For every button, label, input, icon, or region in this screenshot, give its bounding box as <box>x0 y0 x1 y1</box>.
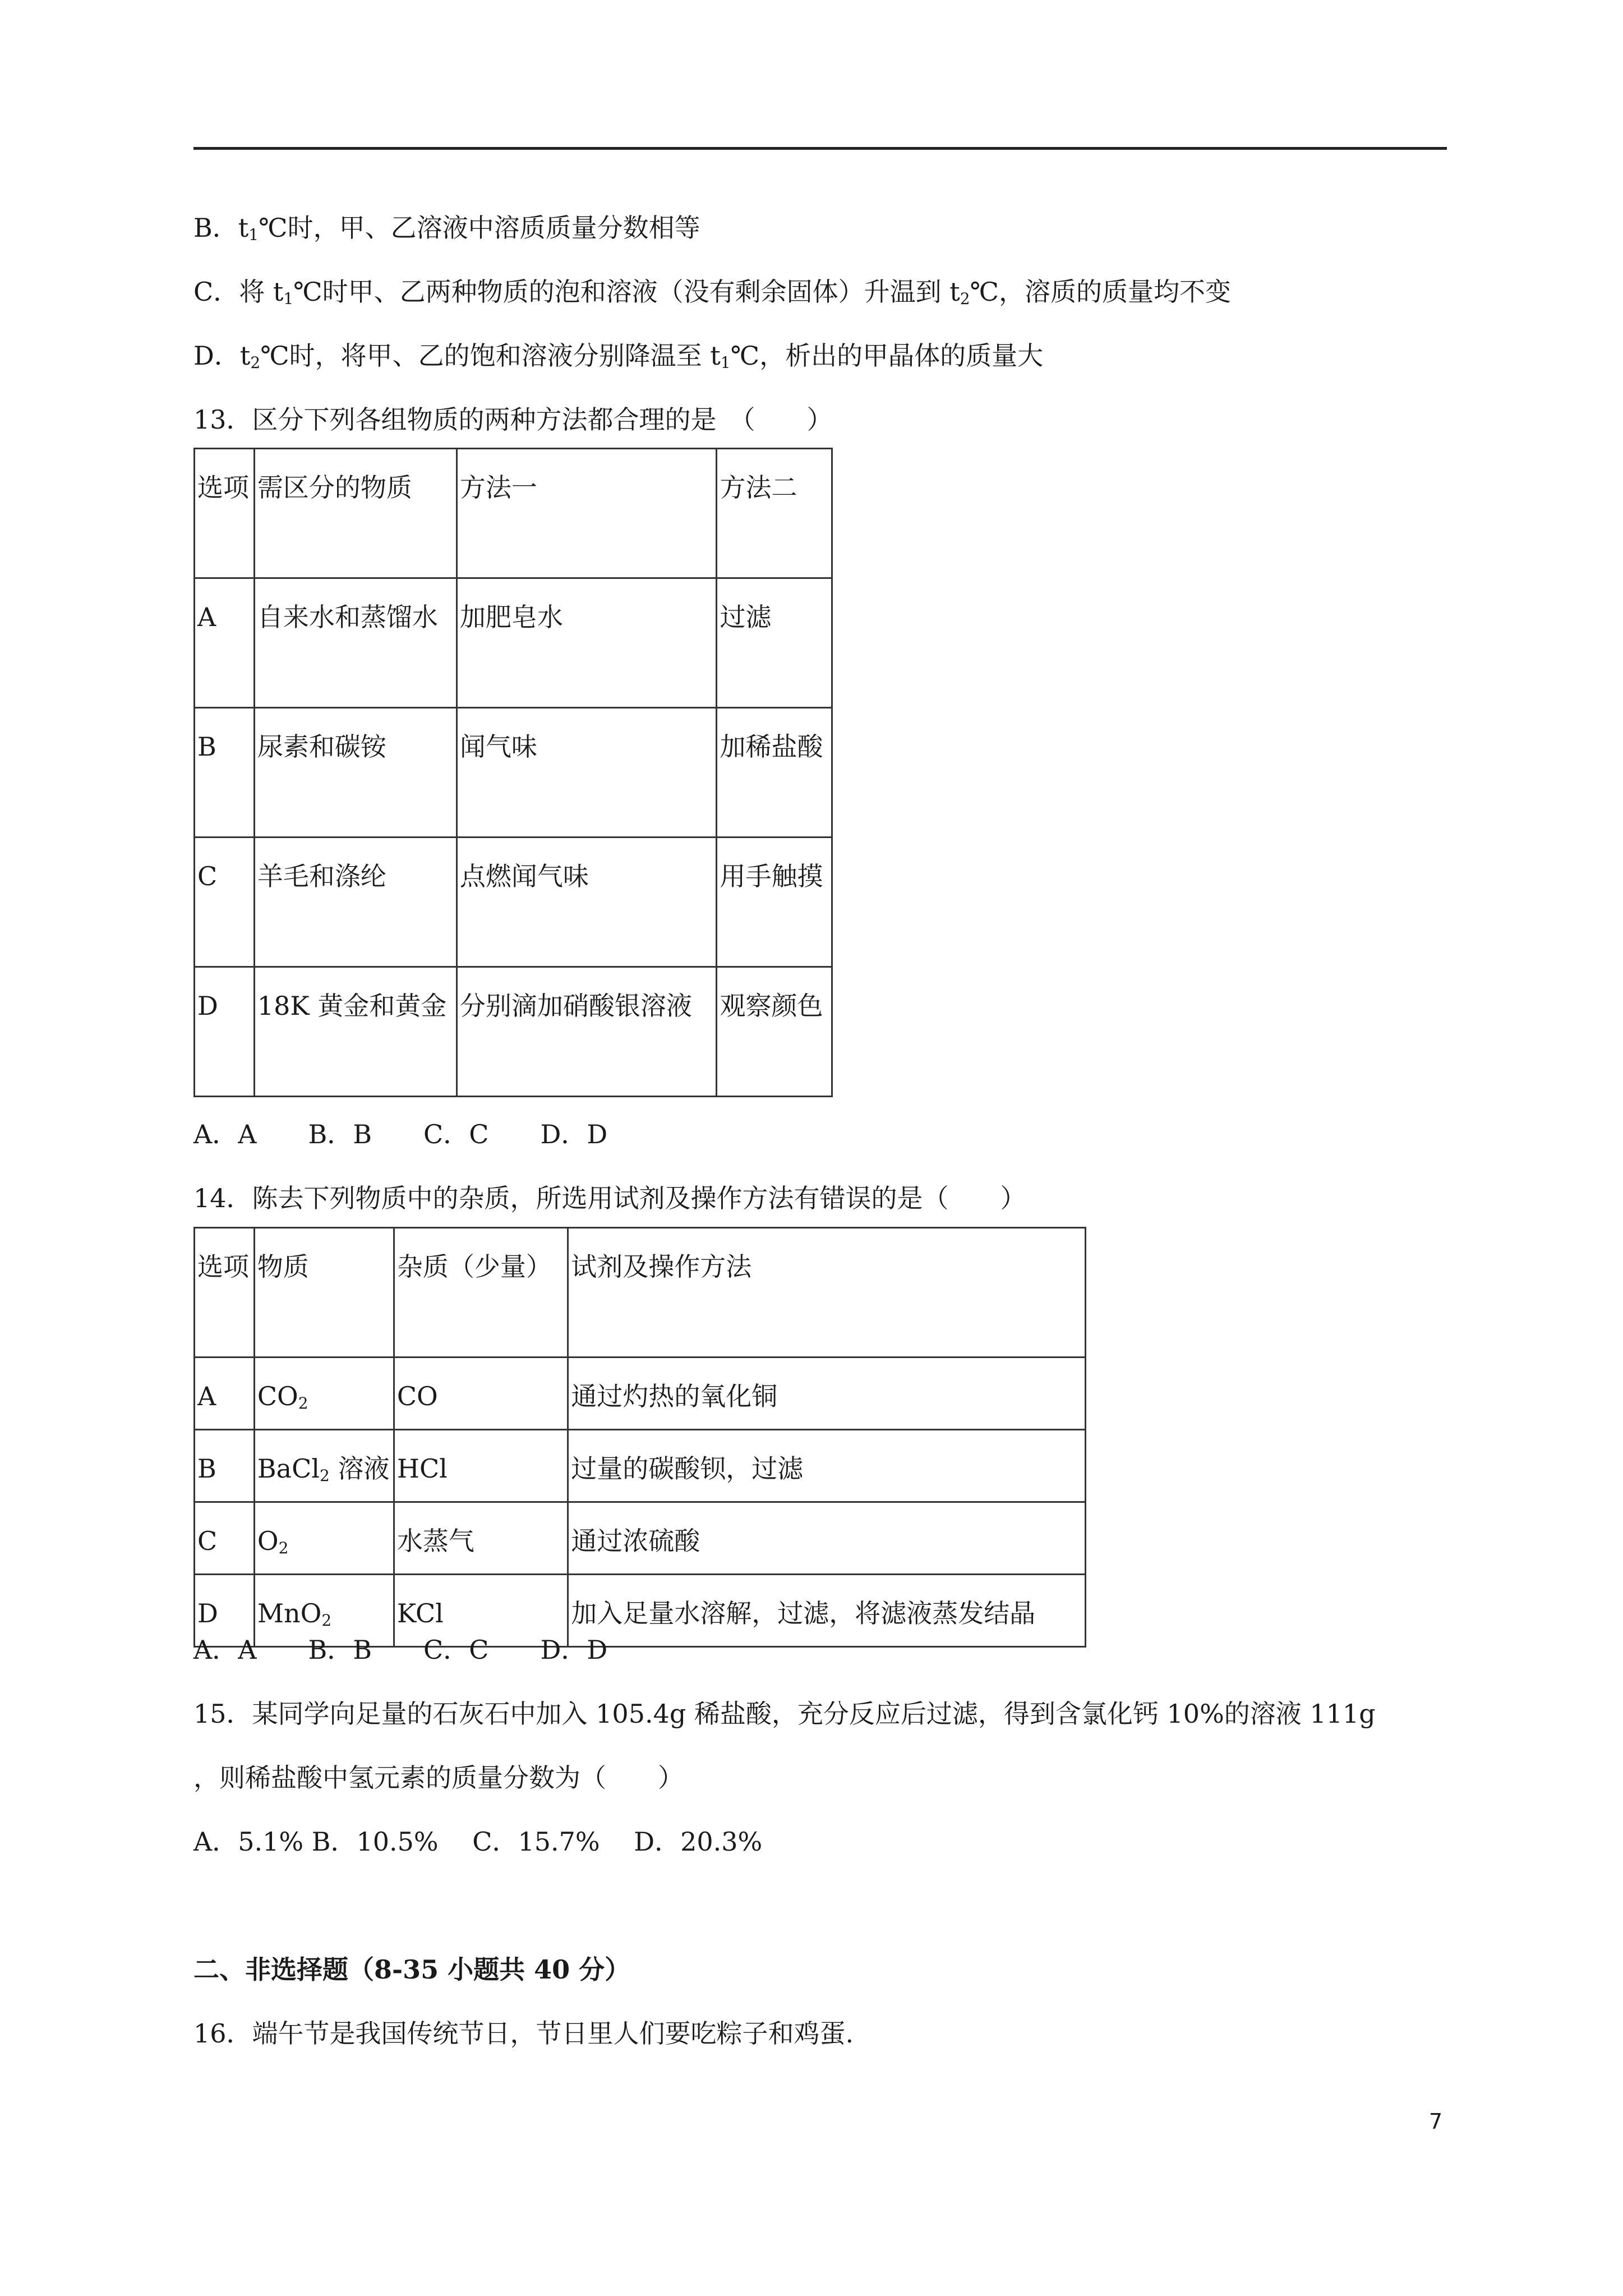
table-cell: KCl <box>394 1575 568 1647</box>
table-cell: MnO$_2$ <box>254 1575 394 1647</box>
q15-answer-choices: A．5.1% B．10.5% C．15.7% D．20.3% <box>193 1826 763 1857</box>
table-cell: 加肥皂水 <box>457 578 717 708</box>
header-cell: 杂质（少量） <box>394 1228 568 1358</box>
q16-stem: 16．端午节是我国传统节日，节日里人们要吃粽子和鸡蛋. <box>193 2018 854 2049</box>
table-cell: BaCl$_2$ 溶液 <box>254 1430 394 1502</box>
q14-stem: 14．陈去下列物质中的杂质，所选用试剂及操作方法有错误的是（ ） <box>193 1183 1026 1213</box>
table-cell: 过滤 <box>717 578 832 708</box>
table-row <box>195 1358 1086 1430</box>
table-row <box>195 838 832 967</box>
table-row <box>195 967 832 1097</box>
table-cell: D <box>195 967 255 1097</box>
table-cell: $CO_2$ <box>254 1358 394 1430</box>
table-cell: 加入足量水溶解，过滤，将滤液蒸发结晶 <box>568 1575 1086 1647</box>
header-cell: 方法二 <box>717 449 832 578</box>
header-cell: 需区分的物质 <box>254 449 457 578</box>
table-cell: 过量的碳酸钡，过滤 <box>568 1430 1086 1502</box>
table-cell: 自来水和蒸馏水 <box>254 578 457 708</box>
table-cell: 闻气味 <box>457 708 717 838</box>
table-cell: C <box>195 838 255 967</box>
q12-option-d: D．$t_2℃$时，将甲、乙的饱和溶液分别降温至 $t_1℃$，析出的甲晶体的质量大 <box>193 341 1044 372</box>
q14-answer-choices: A．A B．B C．C D．D <box>193 1635 608 1665</box>
header-cell: 方法一 <box>457 449 717 578</box>
table-cell: D <box>195 1575 255 1647</box>
q13-table <box>193 448 833 1097</box>
header-cell: 物质 <box>254 1228 394 1358</box>
table-cell: 加稀盐酸 <box>717 708 832 838</box>
table-cell: A <box>195 578 255 708</box>
table-cell: B <box>195 1430 255 1502</box>
table-cell: 用手触摸 <box>717 838 832 967</box>
table-row <box>195 708 832 838</box>
header-cell: 选项 <box>195 1228 255 1358</box>
q13-stem: 13．区分下列各组物质的两种方法都合理的是 （ ） <box>193 404 833 435</box>
table-cell: A <box>195 1358 255 1430</box>
table-header-row <box>195 1228 1086 1358</box>
table-cell: HCl <box>394 1430 568 1502</box>
table-cell: $O_2$ <box>254 1502 394 1575</box>
table-cell: 尿素和碳铵 <box>254 708 457 838</box>
table-cell: 观察颜色 <box>717 967 832 1097</box>
table-cell: C <box>195 1502 255 1575</box>
table-cell: 点燃闻气味 <box>457 838 717 967</box>
table-cell: 羊毛和涤纶 <box>254 838 457 967</box>
table-cell: 分别滴加硝酸银溶液 <box>457 967 717 1097</box>
header-cell: 选项 <box>195 449 255 578</box>
table-cell: 通过灼热的氧化铜 <box>568 1358 1086 1430</box>
table-cell: CO <box>394 1358 568 1430</box>
table-row <box>195 1502 1086 1575</box>
q14-table <box>193 1227 1086 1648</box>
page-number: 7 <box>1429 2109 1443 2134</box>
table-row <box>195 1430 1086 1502</box>
header-rule <box>193 147 1447 150</box>
table-cell: B <box>195 708 255 838</box>
table-header-row <box>195 449 832 578</box>
table-row <box>195 578 832 708</box>
table-cell: 水蒸气 <box>394 1502 568 1575</box>
q13-answer-choices: A．A B．B C．C D．D <box>193 1119 608 1149</box>
q12-option-b: B．$t_1℃$时，甲、乙溶液中溶质质量分数相等 <box>193 213 700 244</box>
section-heading: 二、非选择题（8-35 小题共 40 分） <box>193 1954 631 1985</box>
header-cell: 试剂及操作方法 <box>568 1228 1086 1358</box>
table-cell: 18K 黄金和黄金 <box>254 967 457 1097</box>
q12-option-c: C．将 $t_1℃$时甲、乙两种物质的泡和溶液（没有剩余固体）升温到 $t_2℃$，溶质的质量均不变 <box>193 277 1232 308</box>
q15-stem-line1: 15．某同学向足量的石灰石中加入 105.4g 稀盐酸，充分反应后过滤，得到含氯化钙 10%的溶液 111g <box>193 1699 1376 1729</box>
table-cell: 通过浓硫酸 <box>568 1502 1086 1575</box>
q15-stem-line2: ，则稀盐酸中氢元素的质量分数为（ ） <box>193 1763 684 1793</box>
